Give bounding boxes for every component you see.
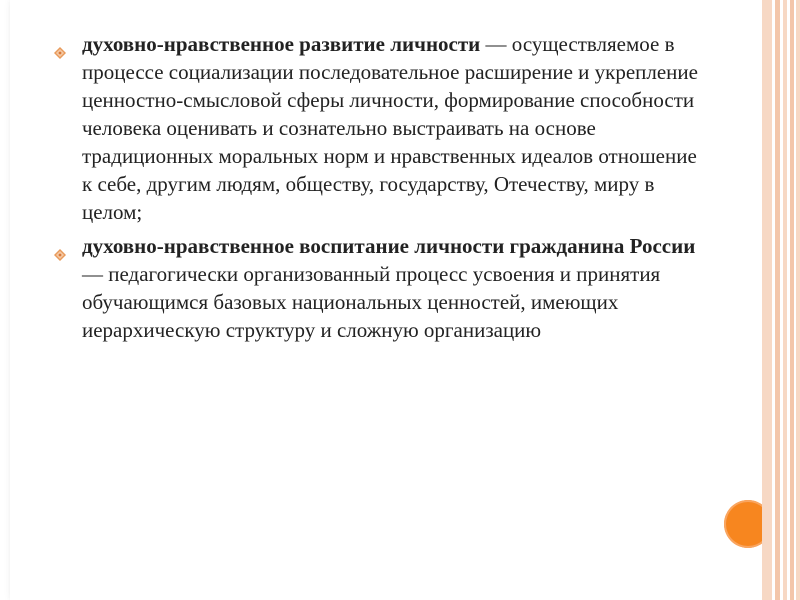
bullet-item: [54, 232, 704, 344]
slide: [10, 0, 762, 600]
slide-content: [54, 30, 704, 350]
bullet-item: [54, 30, 704, 226]
decorative-edge-stripe: [796, 0, 800, 600]
diamond-bullet-icon: [54, 38, 66, 50]
bullet-term: духовно-нравственное воспитание личности гражданина России: [82, 234, 696, 258]
decorative-edge-stripe: [783, 0, 787, 600]
decorative-edge-stripe: [790, 0, 794, 600]
bullet-text: — осуществляемое в процессе социализации последовательное расширение и укрепление ценностно-смысловой сферы личности, формирование способности человека оценивать и сознательно выстраивать на основе традиционных моральных норм и нравственных идеалов отношение к себе, другим людям, обществу, государству, Отечеству, миру в целом;: [82, 32, 698, 224]
diamond-bullet-icon: [54, 240, 66, 252]
decorative-edge-stripe: [775, 0, 780, 600]
bullet-term: духовно-нравственное развитие личности: [82, 32, 481, 56]
bullet-text: — педагогически организованный процесс усвоения и принятия обучающимся базовых национальных ценностей, имеющих иерархическую структуру и сложную организацию: [82, 262, 661, 342]
decorative-edge-stripe: [762, 0, 772, 600]
